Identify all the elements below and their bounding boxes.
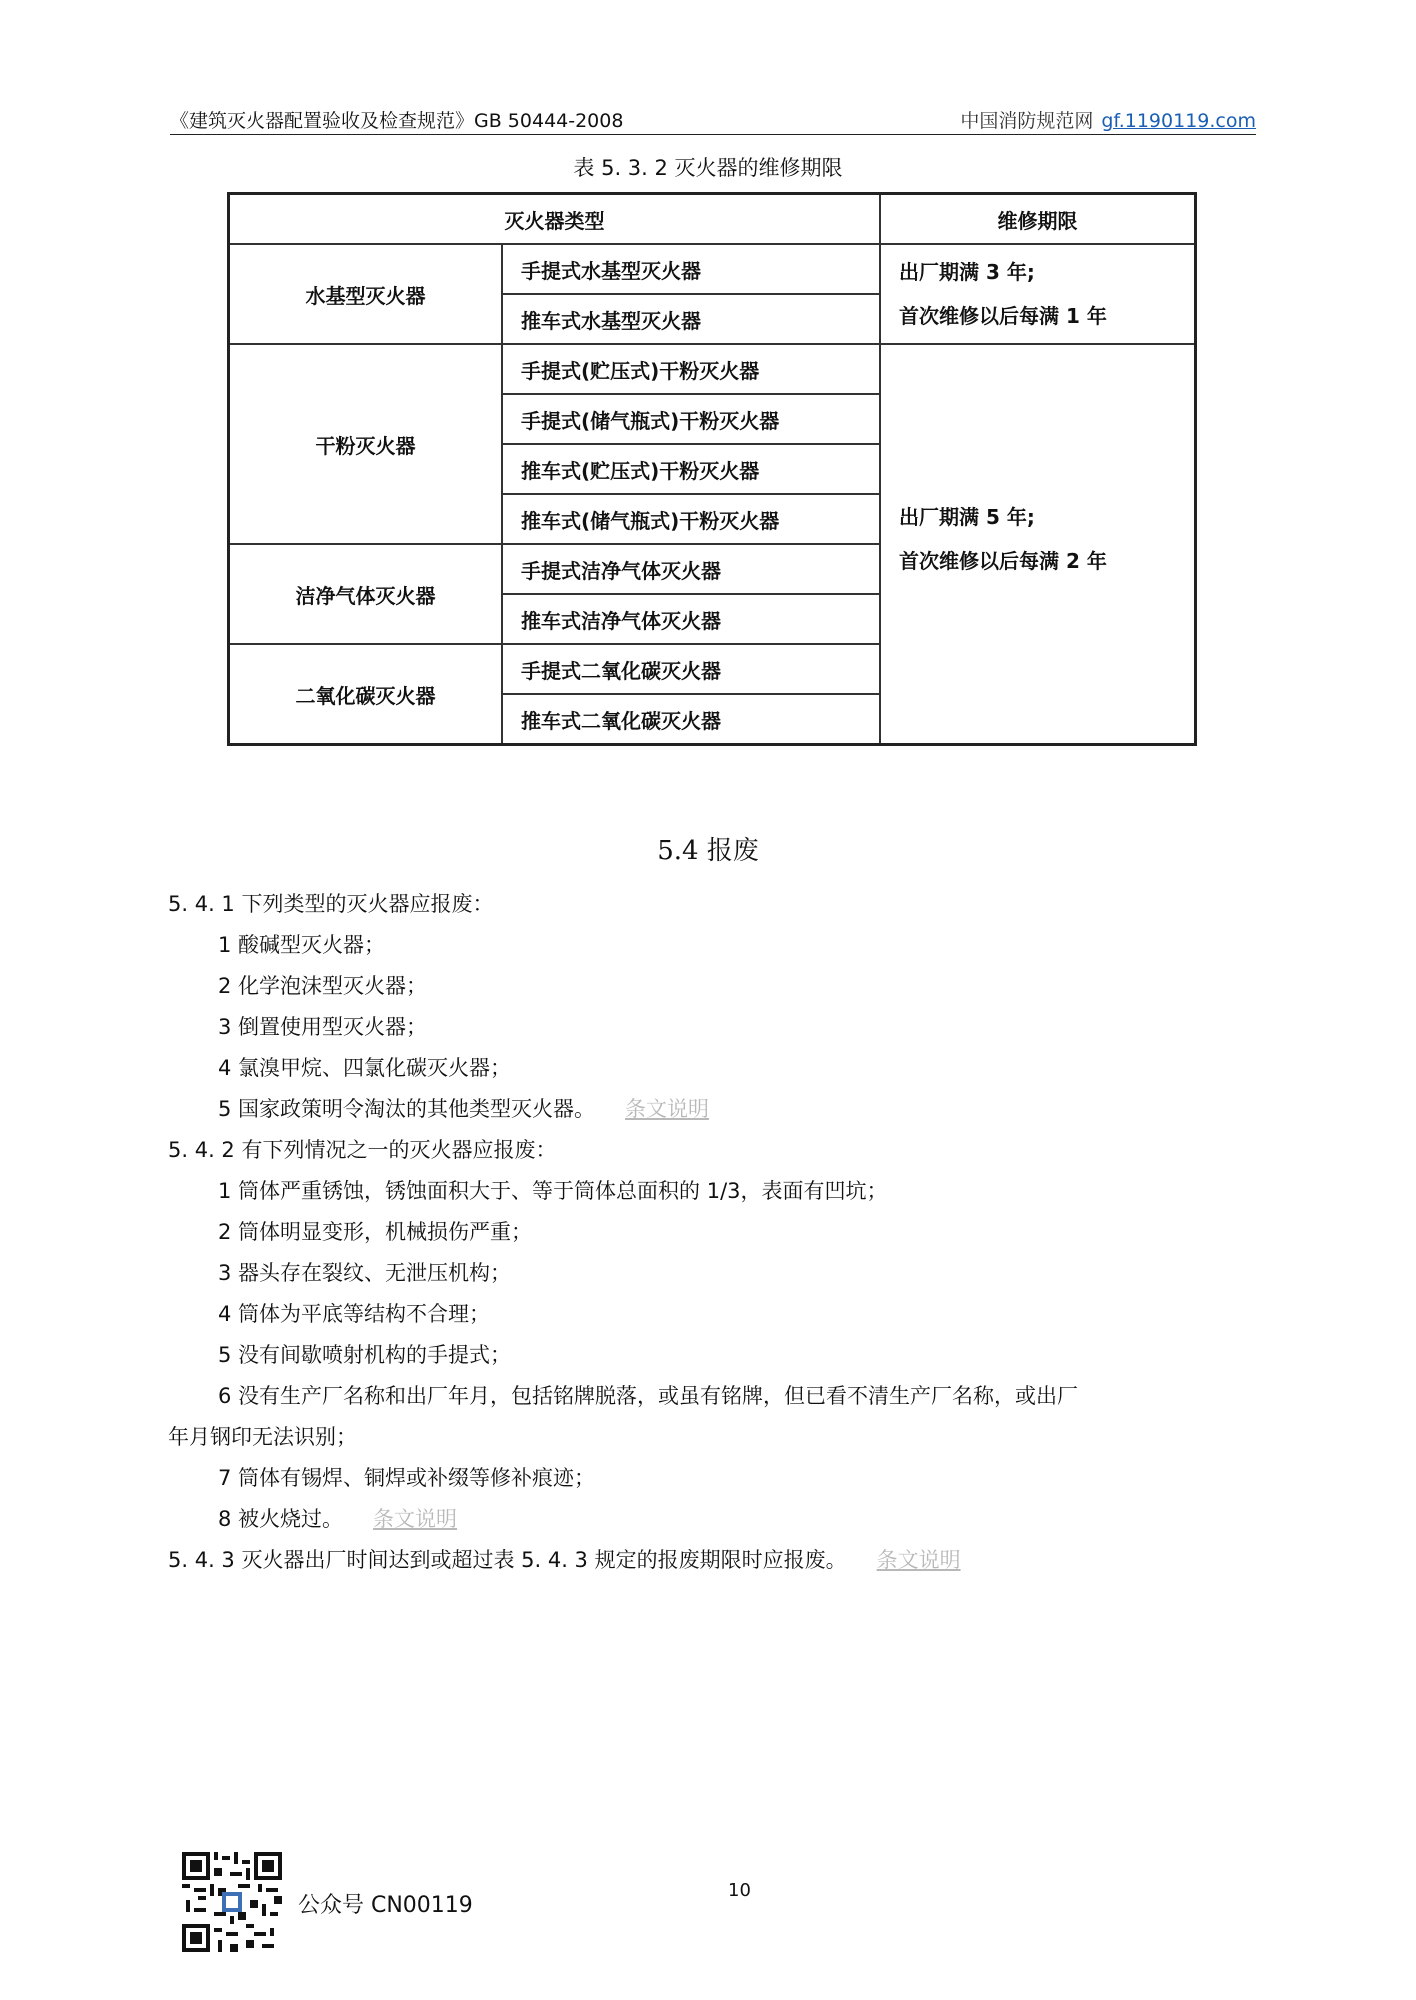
page-number: 10 [728,1880,751,1901]
period-cell [880,244,1196,344]
clause-heading-text: 5. 4. 3 灭火器出厂时间达到或超过表 5. 4. 3 规定的报废期限时应报废。 [168,1548,847,1572]
model-cell: 推车式(贮压式)干粉灭火器 [502,444,880,494]
type-cell: 干粉灭火器 [229,344,503,544]
site-info [960,106,1256,133]
qr-code-icon [182,1852,282,1952]
clause-note-link[interactable]: 条文说明 [625,1097,710,1121]
model-cell: 推车式洁净气体灭火器 [502,594,880,644]
section-body [168,884,1258,1581]
wechat-account: 公众号 CN00119 [298,1893,473,1918]
list-item [168,1089,1258,1130]
document-title: 《建筑灭火器配置验收及检查规范》GB 50444-2008 [170,110,624,132]
header-type: 灭火器类型 [229,194,881,245]
model-cell: 手提式(贮压式)干粉灭火器 [502,344,880,394]
model-cell: 手提式(储气瓶式)干粉灭火器 [502,394,880,444]
type-cell: 洁净气体灭火器 [229,544,503,644]
model-cell: 手提式二氧化碳灭火器 [502,644,880,694]
list-item: 3 器头存在裂纹、无泄压机构； [218,1261,512,1285]
list-item-continuation: 年月钢印无法识别； [168,1425,357,1449]
section-title: 5.4 报废 [657,836,759,866]
clause-note-link[interactable]: 条文说明 [373,1507,458,1531]
table-header-row [229,194,1196,245]
list-item: 1 酸碱型灭火器； [218,933,386,957]
list-item-text: 5 国家政策明令淘汰的其他类型灭火器。 [218,1097,596,1121]
header-period: 维修期限 [880,194,1196,245]
model-cell: 推车式二氧化碳灭火器 [502,694,880,745]
maintenance-period-table [227,192,1197,746]
model-cell: 手提式水基型灭火器 [502,244,880,294]
period-cell [880,344,1196,745]
period-line: 出厂期满 3 年; [899,260,1035,284]
model-cell: 推车式(储气瓶式)干粉灭火器 [502,494,880,544]
list-item [168,1499,1258,1540]
list-item: 4 筒体为平底等结构不合理； [218,1302,491,1326]
type-cell: 水基型灭火器 [229,244,503,344]
page-header [170,104,1256,135]
list-item: 7 筒体有锡焊、铜焊或补缀等修补痕迹； [218,1466,596,1490]
clause-heading: 5. 4. 2 有下列情况之一的灭火器应报废： [168,1138,557,1162]
site-name: 中国消防规范网 [960,110,1094,132]
table-row [229,244,1196,294]
list-item: 5 没有间歇喷射机构的手提式； [218,1343,512,1367]
type-cell: 二氧化碳灭火器 [229,644,503,745]
list-item-text: 8 被火烧过。 [218,1507,344,1531]
clause-heading: 5. 4. 1 下列类型的灭火器应报废： [168,892,494,916]
period-line: 首次维修以后每满 1 年 [899,304,1107,328]
period-line: 首次维修以后每满 2 年 [899,549,1107,573]
list-item: 2 化学泡沫型灭火器； [218,974,428,998]
list-item: 3 倒置使用型灭火器； [218,1015,428,1039]
list-item: 6 没有生产厂名称和出厂年月，包括铭牌脱落，或虽有铭牌，但已看不清生产厂名称，或出厂 [218,1384,1079,1408]
model-cell: 推车式水基型灭火器 [502,294,880,344]
clause-note-link[interactable]: 条文说明 [876,1548,961,1572]
model-cell: 手提式洁净气体灭火器 [502,544,880,594]
list-item: 4 氯溴甲烷、四氯化碳灭火器； [218,1056,512,1080]
clause-heading [168,1540,1258,1581]
table-caption: 表 5. 3. 2 灭火器的维修期限 [573,156,843,180]
site-link[interactable]: gf.1190119.com [1101,110,1256,132]
table-row [229,344,1196,394]
period-line: 出厂期满 5 年; [899,505,1035,529]
list-item: 1 筒体严重锈蚀，锈蚀面积大于、等于筒体总面积的 1/3，表面有凹坑； [218,1179,888,1203]
list-item: 2 筒体明显变形，机械损伤严重； [218,1220,533,1244]
